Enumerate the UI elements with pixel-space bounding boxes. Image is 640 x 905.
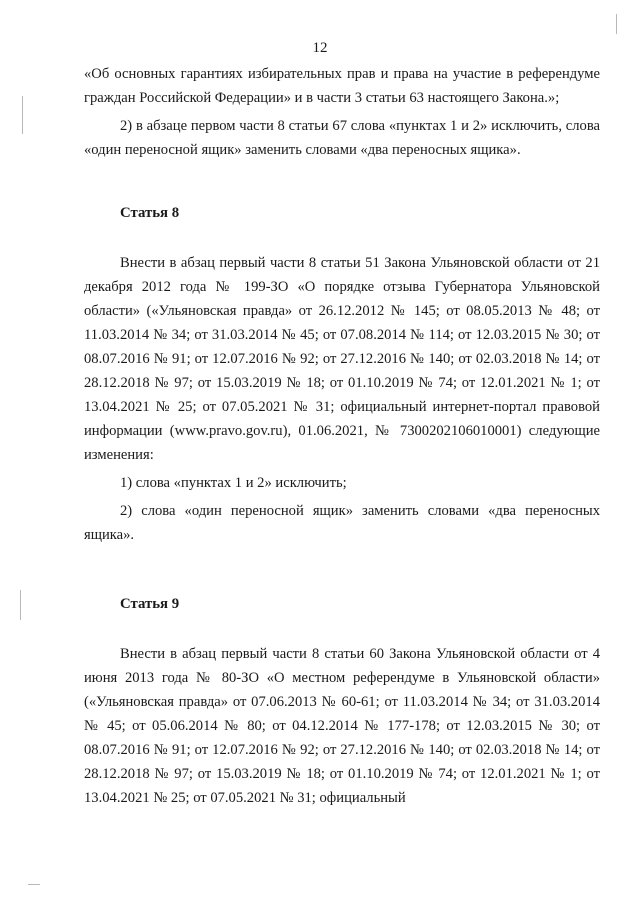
scan-artifact-left bbox=[22, 96, 23, 134]
article-9-intro: Внести в абзац первый части 8 статьи 60 Закона Ульяновской области от 4 июня 2013 года № 80-ЗО «О местном референдуме в Ульяновской области» («Ульяновская правда» от 07.06.2013 № 60-61; от 11.03.2014 № 34; от 31.03.2014 № 45; от 05.06.2014 № 80; от 04.12.2014 № 177-178; от 12.03.2015 № 30; от 08.07.2016 № 91; от 12.07.2016 № 92; от 27.12.2016 № 140; от 02.03.2018 № 14; от 28.12.2018 № 97; от 15.03.2019 № 18; от 01.10.2019 № 74; от 12.01.2021 № 1; от 13.04.2021 № 25; от 07.05.2021 № 31; официальный bbox=[84, 646, 600, 806]
document-body bbox=[84, 62, 600, 810]
article-8-item-1: 1) слова «пунктах 1 и 2» исключить; bbox=[120, 475, 347, 491]
scan-artifact-left-lower bbox=[20, 590, 21, 620]
amendment-item-2: 2) в абзаце первом части 8 статьи 67 слова «пунктах 1 и 2» исключить, слова «один переносной ящик» заменить словами «два переносных ящика». bbox=[84, 118, 600, 158]
scan-artifact-bottom-left bbox=[28, 884, 40, 885]
article-8-intro: Внести в абзац первый части 8 статьи 51 Закона Ульяновской области от 21 декабря 2012 года № 199-ЗО «О порядке отзыва Губернатора Ульяновской области» («Ульяновская правда» от 26.12.2012 № 145; от 08.05.2013 № 48; от 11.03.2014 № 34; от 31.03.2014 № 45; от 07.08.2014 № 114; от 12.03.2015 № 30; от 08.07.2016 № 91; от 12.07.2016 № 92; от 27.12.2016 № 140; от 02.03.2018 № 14; от 28.12.2018 № 97; от 15.03.2019 № 18; от 01.10.2019 № 74; от 12.01.2021 № 1; от 13.04.2021 № 25; от 07.05.2021 № 31; официальный интернет-портал правовой информации (www.pravo.gov.ru), 01.06.2021, № 7300202106010001) следующие изменения: bbox=[84, 255, 600, 463]
article-8-heading: Статья 8 bbox=[120, 205, 180, 221]
article-8-item-2: 2) слова «один переносной ящик» заменить словами «два переносных ящика». bbox=[84, 503, 600, 543]
page-number: 12 bbox=[312, 40, 328, 56]
scan-artifact-top-right bbox=[616, 14, 617, 34]
article-9-heading: Статья 9 bbox=[120, 596, 180, 612]
continuation-paragraph: «Об основных гарантиях избирательных прав и права на участие в референдуме граждан Российской Федерации» и в части 3 статьи 63 настоящего Закона.»; bbox=[84, 66, 600, 106]
